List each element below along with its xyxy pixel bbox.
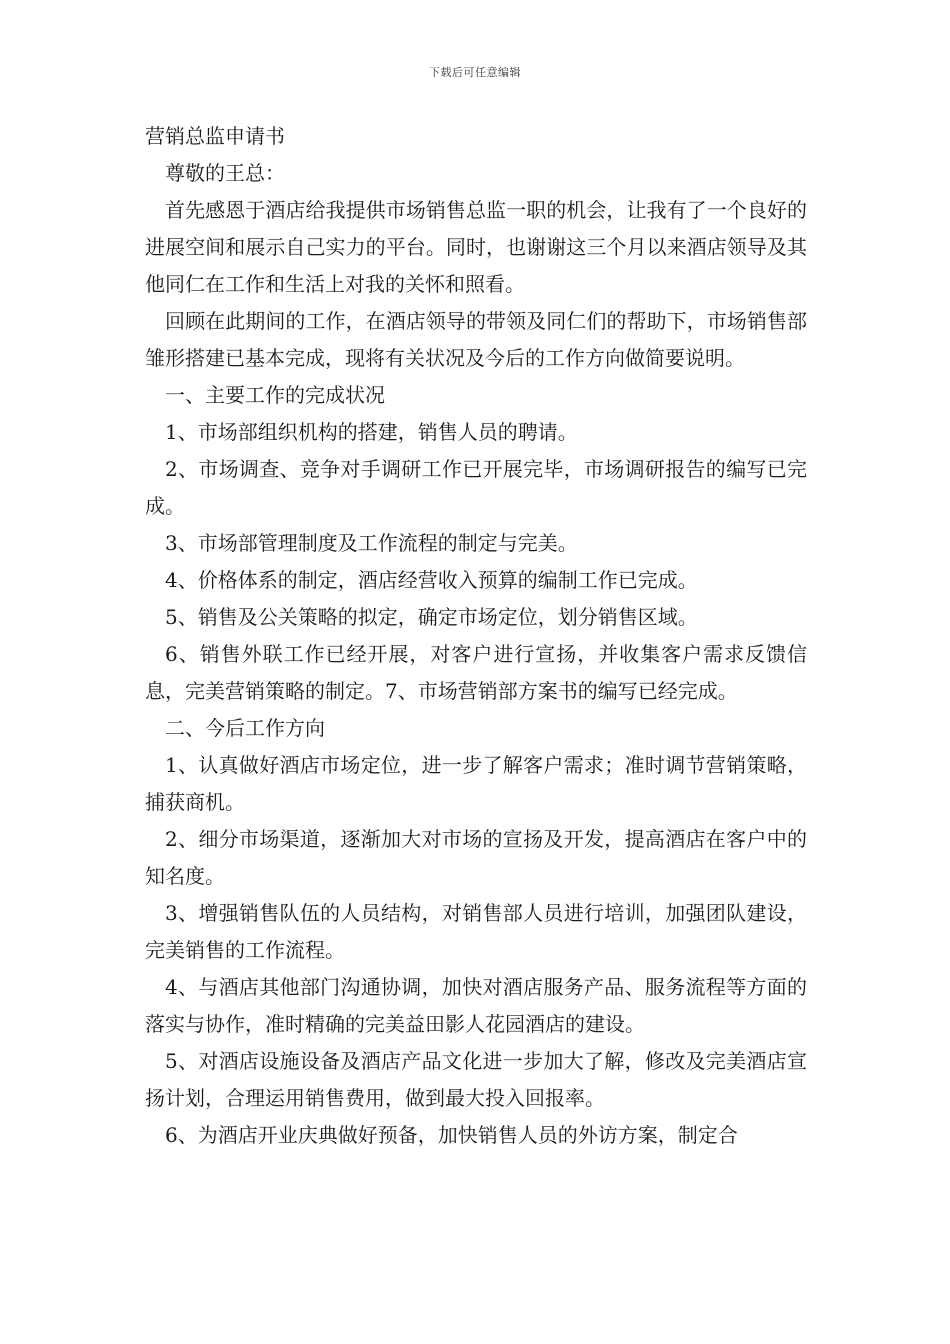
list-item: 2、市场调查、竞争对手调研工作已开展完毕，市场调研报告的编写已完成。 [145,457,807,518]
section-heading-future-direction: 二、今后工作方向 [165,716,325,740]
list-item: 4、价格体系的制定，酒店经营收入预算的编制工作已完成。 [165,568,698,592]
header-note: 下载后可任意编辑 [429,66,521,79]
intro-paragraph: 回顾在此期间的工作，在酒店领导的带领及同仁们的帮助下，市场销售部雏形搭建已基本完成，现将有关状况及今后的工作方向做简要说明。 [145,309,807,370]
list-item: 5、对酒店设施设备及酒店产品文化进一步加大了解，修改及完美酒店宣扬计划，合理运用销售费用，做到最大投入回报率。 [145,1049,807,1110]
section-heading-completed-work: 一、主要工作的完成状况 [165,383,385,407]
list-item: 1、认真做好酒店市场定位，进一步了解客户需求；准时调节营销策略，捕获商机。 [145,753,807,814]
list-item: 1、市场部组织机构的搭建，销售人员的聘请。 [165,420,578,444]
list-item: 6、销售外联工作已经开展，对客户进行宣扬，并收集客户需求反馈信息，完美营销策略的制定。7、市场营销部方案书的编写已经完成。 [145,642,807,703]
list-item: 4、与酒店其他部门沟通协调，加快对酒店服务产品、服务流程等方面的落实与协作，准时精确的完美益田影人花园酒店的建设。 [145,975,807,1036]
list-item: 3、市场部管理制度及工作流程的制定与完美。 [165,531,578,555]
list-item: 2、细分市场渠道，逐渐加大对市场的宣扬及开发，提高酒店在客户中的知名度。 [145,827,807,888]
document-body [145,118,807,1154]
salutation: 尊敬的王总： [165,161,285,185]
document-title: 营销总监申请书 [145,124,285,148]
intro-paragraph: 首先感恩于酒店给我提供市场销售总监一职的机会，让我有了一个良好的进展空间和展示自己实力的平台。同时，也谢谢这三个月以来酒店领导及其他同仁在工作和生活上对我的关怀和照看。 [145,198,807,296]
list-item: 3、增强销售队伍的人员结构，对销售部人员进行培训，加强团队建设，完美销售的工作流程。 [145,901,807,962]
list-item: 5、销售及公关策略的拟定，确定市场定位，划分销售区域。 [165,605,698,629]
list-item: 6、为酒店开业庆典做好预备，加快销售人员的外访方案，制定合 [165,1123,738,1147]
